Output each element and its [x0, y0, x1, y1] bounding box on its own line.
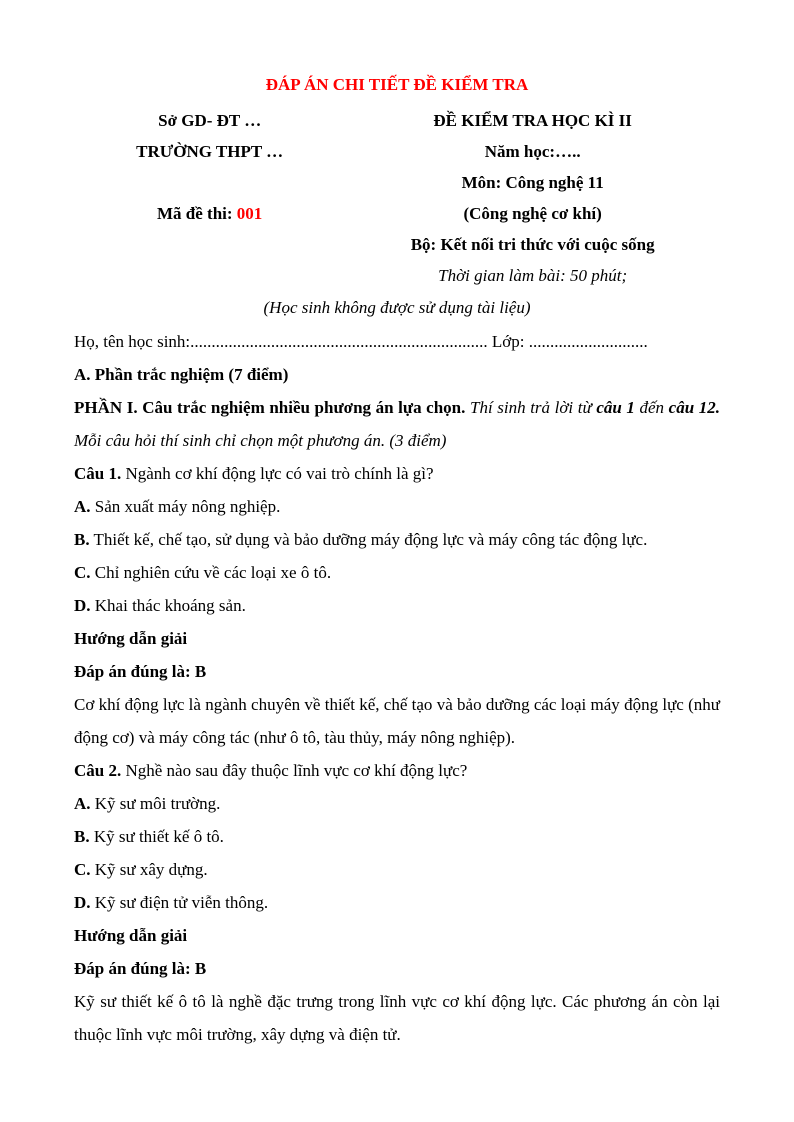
- q1-option-d-label: D.: [74, 596, 91, 615]
- header-left-column: [74, 105, 345, 291]
- q2-option-a-text: Kỹ sư môi trường.: [90, 794, 221, 813]
- no-materials-note: (Học sinh không được sử dụng tài liệu): [263, 298, 531, 317]
- student-info-line: [74, 325, 720, 358]
- subject-line: Môn: Công nghệ 11: [461, 173, 604, 192]
- q2-option-b: [74, 820, 720, 853]
- book-series-line: Bộ: Kết nối tri thức với cuộc sống: [410, 235, 655, 254]
- time-limit-line: Thời gian làm bài: 50 phút;: [438, 266, 628, 285]
- part1-range-end: câu 12.: [668, 398, 720, 417]
- class-label: Lớp:: [487, 332, 529, 351]
- subject-detail-line: (Công nghệ cơ khí): [463, 204, 602, 223]
- student-name-label: Họ, tên học sinh:: [74, 332, 191, 351]
- q1-option-b-text: Thiết kế, chế tạo, sử dụng và bảo dưỡng máy động lực và máy công tác động lực.: [89, 530, 648, 549]
- q2-guide-heading: Hướng dẫn giải: [74, 926, 188, 945]
- part1-heading: [74, 391, 720, 457]
- document-title: ĐÁP ÁN CHI TIẾT ĐỀ KIỂM TRA: [265, 75, 529, 94]
- exam-title-line: ĐỀ KIỂM TRA HỌC KÌ II: [433, 111, 632, 130]
- school-year-line: Năm học:…..: [484, 142, 581, 161]
- q1-option-a: [74, 490, 720, 523]
- q2-answer-line: Đáp án đúng là: B: [74, 959, 207, 978]
- question-1-line: [74, 457, 720, 490]
- exam-header: [74, 105, 720, 291]
- part1-title: PHẦN I. Câu trắc nghiệm nhiều phương án lựa chọn.: [74, 398, 466, 417]
- q2-option-d: [74, 886, 720, 919]
- question-2-line: [74, 754, 720, 787]
- q1-option-a-text: Sản xuất máy nông nghiệp.: [90, 497, 281, 516]
- q1-option-a-label: A.: [74, 497, 91, 516]
- q1-option-b-label: B.: [74, 530, 90, 549]
- q1-answer-line: Đáp án đúng là: B: [74, 662, 207, 681]
- part1-range-start: câu 1: [596, 398, 635, 417]
- part1-instruction-2: đến: [634, 398, 669, 417]
- q2-option-c: [74, 853, 720, 886]
- q2-option-b-text: Kỹ sư thiết kế ô tô.: [89, 827, 224, 846]
- question-2-label: Câu 2.: [74, 761, 122, 780]
- q1-option-b: [74, 523, 720, 556]
- class-blank: ............................: [528, 332, 648, 351]
- part1-instruction-1: Thí sinh trả lời từ: [465, 398, 597, 417]
- q1-option-c-label: C.: [74, 563, 91, 582]
- school-line: TRƯỜNG THPT …: [136, 142, 284, 161]
- student-name-blank: ......................................................................: [190, 332, 488, 351]
- q1-option-d: [74, 589, 720, 622]
- section-a-heading: A. Phần trắc nghiệm (7 điểm): [74, 365, 289, 384]
- q1-option-c-text: Chỉ nghiên cứu về các loại xe ô tô.: [90, 563, 332, 582]
- header-spacer: [74, 167, 345, 198]
- q1-option-d-text: Khai thác khoáng sản.: [90, 596, 246, 615]
- q2-option-a: [74, 787, 720, 820]
- header-right-column: [345, 105, 720, 291]
- part1-instruction-3: Mỗi câu hỏi thí sinh chỉ chọn một phương án. (3 điểm): [74, 431, 447, 450]
- q2-option-a-label: A.: [74, 794, 91, 813]
- q2-option-d-text: Kỹ sư điện tử viễn thông.: [90, 893, 269, 912]
- exam-code-value: 001: [236, 204, 263, 223]
- q1-explanation: Cơ khí động lực là ngành chuyên về thiết kế, chế tạo và bảo dưỡng các loại máy động lực (như động cơ) và máy công tác (như ô tô, tàu thủy, máy nông nghiệp).: [74, 695, 720, 747]
- q2-option-c-label: C.: [74, 860, 91, 879]
- exam-code-label: Mã đề thi:: [157, 204, 237, 223]
- exam-code-line: [74, 198, 345, 229]
- question-2-text: Nghề nào sau đây thuộc lĩnh vực cơ khí động lực?: [121, 761, 468, 780]
- question-1-label: Câu 1.: [74, 464, 122, 483]
- q2-option-c-text: Kỹ sư xây dựng.: [90, 860, 208, 879]
- q1-option-c: [74, 556, 720, 589]
- department-line: Sở GD- ĐT …: [158, 111, 262, 130]
- q2-option-d-label: D.: [74, 893, 91, 912]
- q1-guide-heading: Hướng dẫn giải: [74, 629, 188, 648]
- q2-option-b-label: B.: [74, 827, 90, 846]
- question-1-text: Ngành cơ khí động lực có vai trò chính là gì?: [121, 464, 434, 483]
- q2-explanation: Kỹ sư thiết kế ô tô là nghề đặc trưng trong lĩnh vực cơ khí động lực. Các phương án còn lại thuộc lĩnh vực môi trường, xây dựng và điện tử.: [74, 992, 720, 1044]
